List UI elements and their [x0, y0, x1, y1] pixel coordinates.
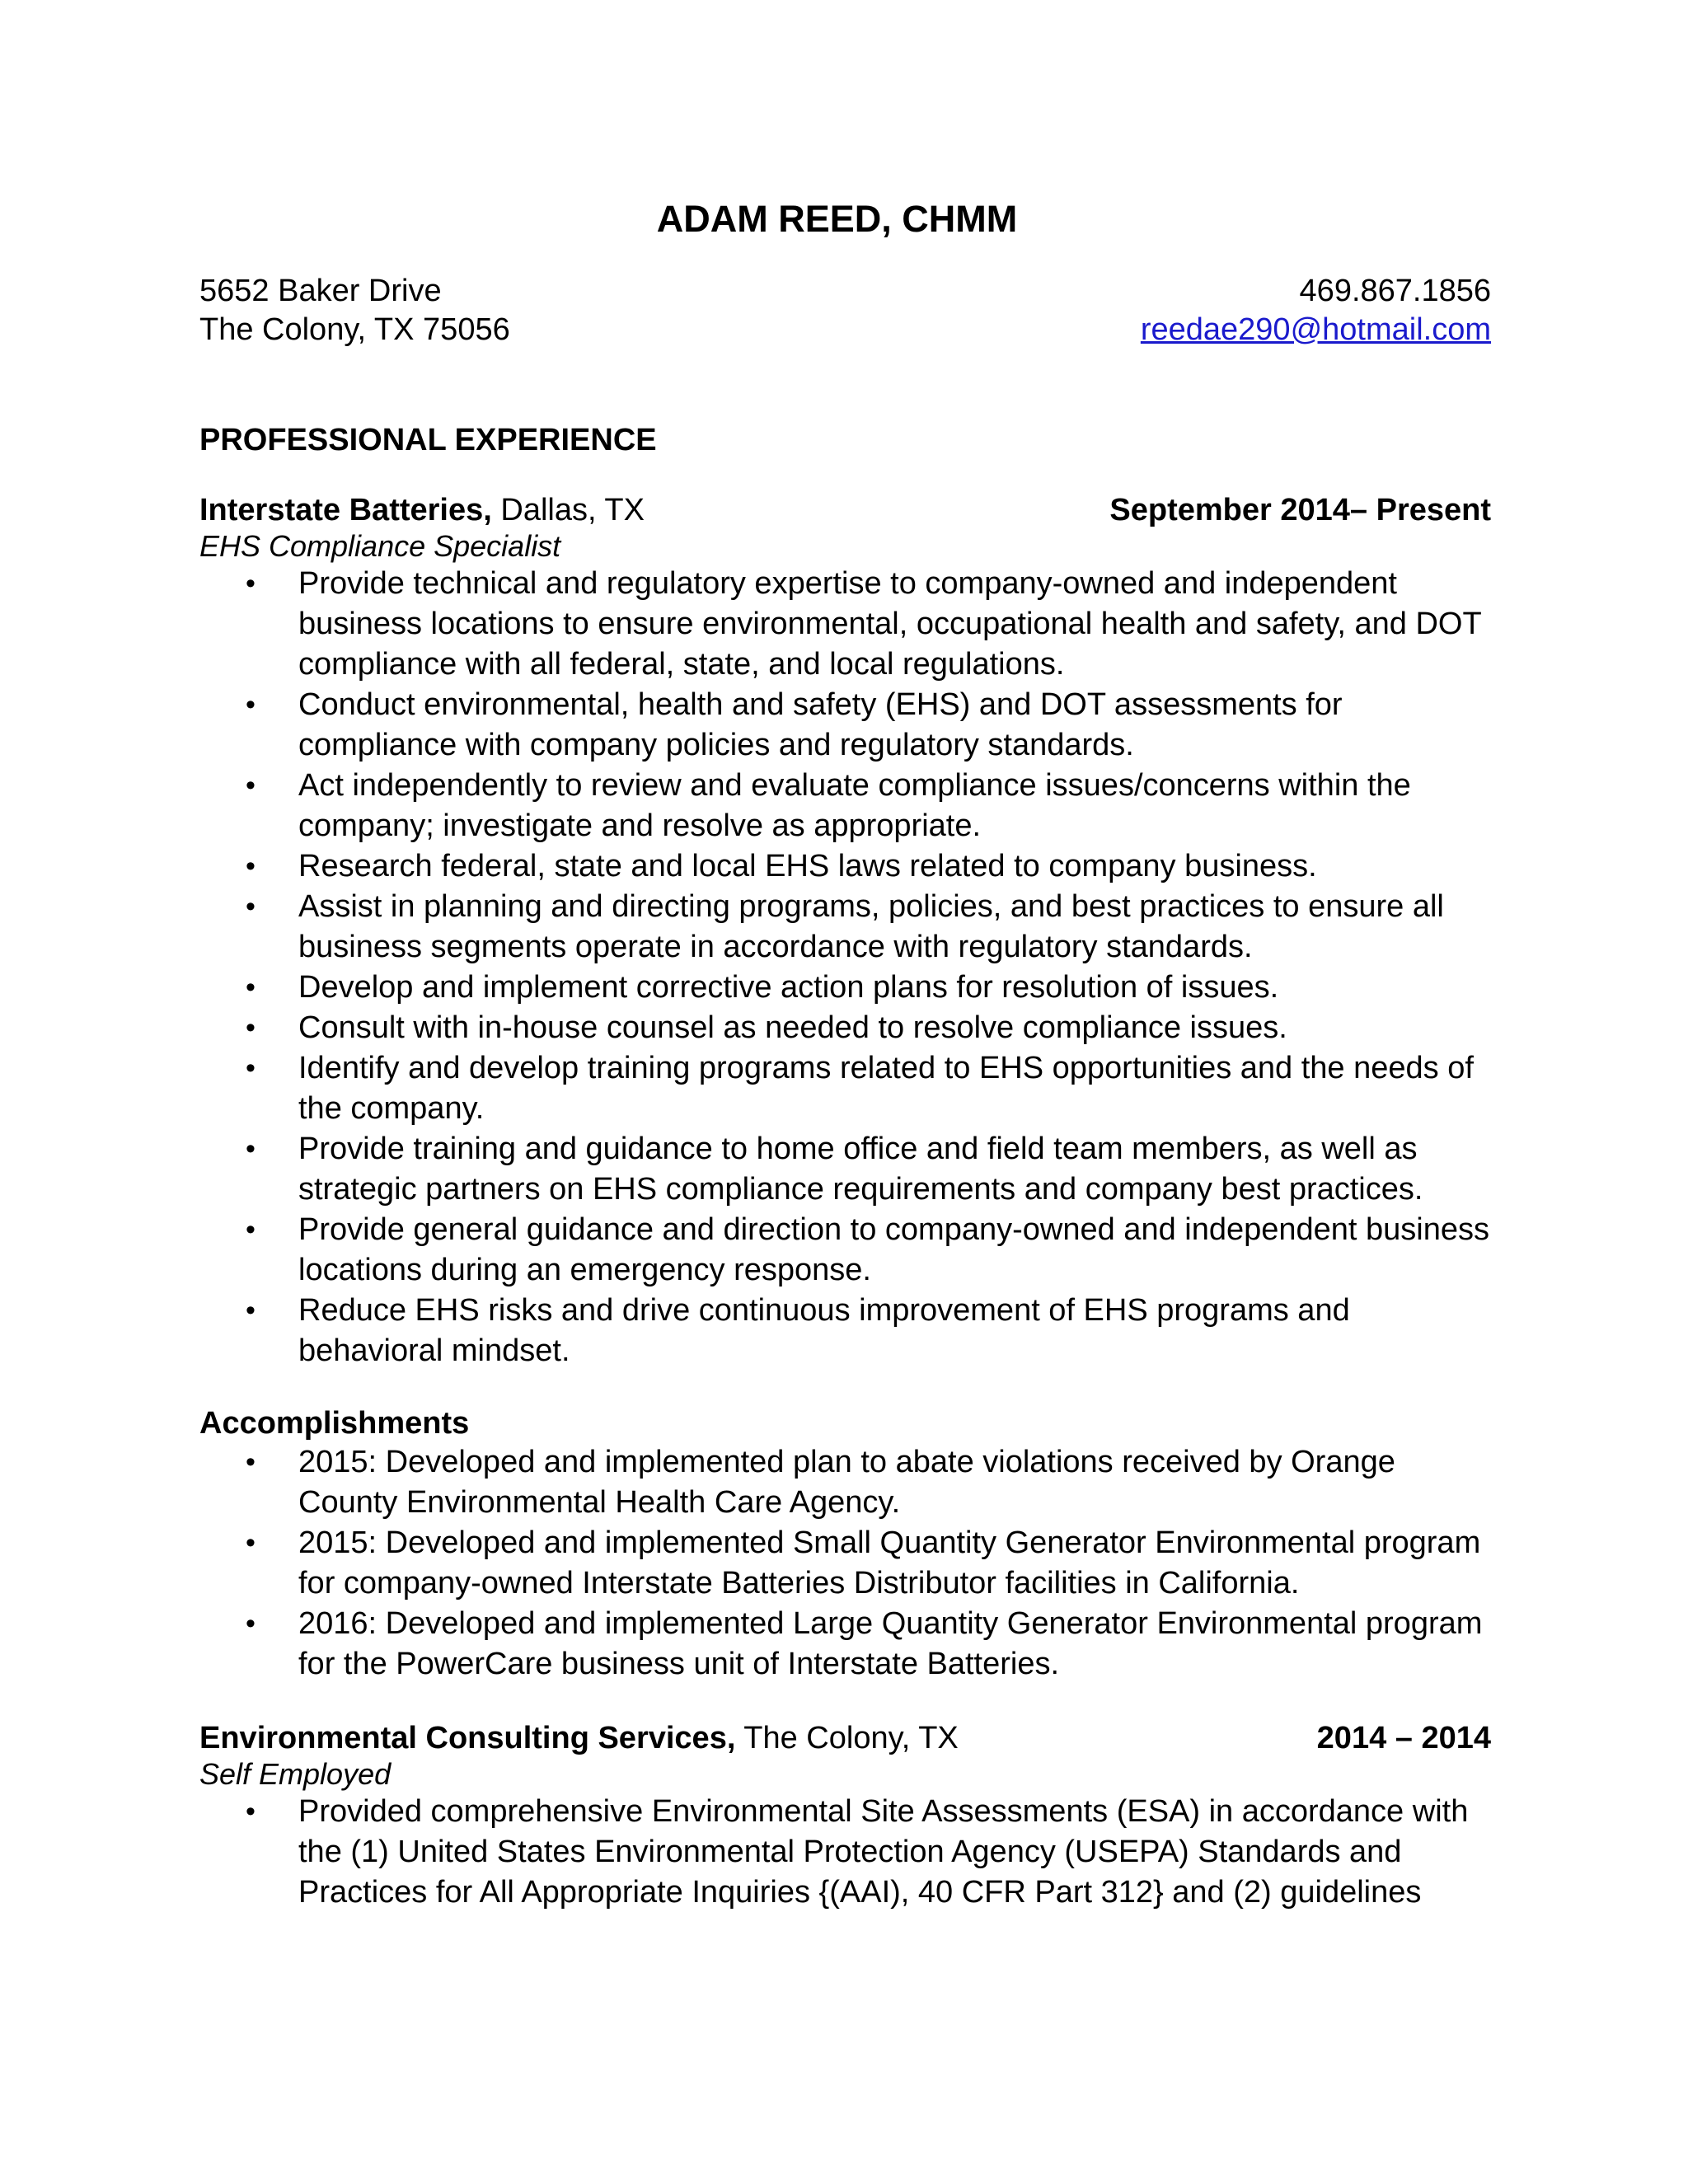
list-item	[199, 968, 1491, 1008]
job-company: Interstate Batteries,	[199, 493, 492, 527]
job-dates: 2014 – 2014	[1316, 1721, 1491, 1755]
job-entry	[199, 1719, 1491, 1913]
list-item-text: Provide general guidance and direction to company-owned and independent business locations during an emergency response.	[298, 1212, 1490, 1287]
bullet-icon: •	[246, 1012, 256, 1043]
list-item-text: Research federal, state and local EHS laws related to company business.	[298, 849, 1317, 883]
resume-content	[199, 194, 1491, 1913]
list-item-text: Assist in planning and directing programs, policies, and best practices to ensure all business segments operate in accordance with regulatory standards.	[298, 889, 1444, 964]
job-title: Self Employed	[199, 1757, 392, 1791]
list-item	[199, 1792, 1491, 1913]
job-location: The Colony, TX	[735, 1721, 959, 1755]
phone-number: 469.867.1856	[1299, 274, 1491, 308]
phone-email-block	[1141, 272, 1491, 349]
list-item	[199, 766, 1491, 846]
list-item	[199, 564, 1491, 685]
accomplishments-list	[199, 1442, 1491, 1685]
job-location: Dallas, TX	[491, 493, 645, 527]
bullet-icon: •	[246, 568, 256, 599]
candidate-name: ADAM REED, CHMM	[656, 198, 1018, 240]
list-item	[199, 1129, 1491, 1210]
list-item-text: Provide technical and regulatory expertise to company-owned and independent business locations to ensure environmental, occupational health and safety, and DOT compliance with all federal, state, and local regulations.	[298, 566, 1482, 682]
bullet-icon: •	[246, 1052, 256, 1084]
section-heading-experience: PROFESSIONAL EXPERIENCE	[199, 423, 657, 457]
address-block	[199, 272, 510, 349]
list-item	[199, 1442, 1491, 1523]
job-title: EHS Compliance Specialist	[199, 529, 561, 563]
bullet-icon: •	[246, 689, 256, 720]
bullet-icon: •	[246, 891, 256, 922]
bullet-icon: •	[246, 1796, 256, 1827]
list-item	[199, 1048, 1491, 1129]
job-entry	[199, 491, 1491, 1685]
list-item	[199, 1210, 1491, 1291]
list-item-text: Consult with in-house counsel as needed to resolve compliance issues.	[298, 1010, 1287, 1045]
job-header	[199, 491, 1491, 529]
job-dates: September 2014– Present	[1109, 493, 1491, 527]
contact-block	[199, 272, 1491, 349]
list-item	[199, 1008, 1491, 1048]
job-header	[199, 1719, 1491, 1757]
list-item	[199, 685, 1491, 766]
list-item-text: Identify and develop training programs related to EHS opportunities and the needs of the company.	[298, 1051, 1474, 1126]
job-duties-list	[199, 1792, 1491, 1913]
list-item-text: 2016: Developed and implemented Large Quantity Generator Environmental program for the PowerCare business unit of Interstate Batteries.	[298, 1606, 1483, 1681]
list-item	[199, 887, 1491, 968]
list-item-text: Provided comprehensive Environmental Site Assessments (ESA) in accordance with the (1) United States Environmental Protection Agency (USEPA) Standards and Practices for All Appropriate Inquiries {(AAI), 40 CFR Part 312} and (2) guidelines	[298, 1794, 1469, 1910]
bullet-icon: •	[246, 1295, 256, 1326]
bullet-icon: •	[246, 770, 256, 801]
email-link[interactable]: reedae290@hotmail.com	[1140, 312, 1491, 347]
bullet-icon: •	[246, 1527, 256, 1558]
list-item-text: Conduct environmental, health and safety (EHS) and DOT assessments for compliance with company policies and regulatory standards.	[298, 687, 1343, 762]
list-item-text: 2015: Developed and implemented Small Quantity Generator Environmental program for company-owned Interstate Batteries Distributor facilities in California.	[298, 1526, 1481, 1601]
bullet-icon: •	[246, 972, 256, 1003]
accomplishments-heading: Accomplishments	[199, 1406, 470, 1441]
job-employer	[199, 491, 645, 529]
bullet-icon: •	[246, 1446, 256, 1478]
list-item-text: Develop and implement corrective action plans for resolution of issues.	[298, 970, 1279, 1005]
list-item	[199, 1523, 1491, 1604]
list-item-text: Reduce EHS risks and drive continuous improvement of EHS programs and behavioral mindset.	[298, 1293, 1350, 1368]
job-company: Environmental Consulting Services,	[199, 1721, 736, 1755]
list-item	[199, 1604, 1491, 1685]
list-item-text: Act independently to review and evaluate compliance issues/concerns within the company; investigate and resolve as appropriate.	[298, 768, 1411, 843]
list-item	[199, 846, 1491, 887]
address-line-2: The Colony, TX 75056	[199, 312, 510, 347]
job-duties-list	[199, 564, 1491, 1371]
bullet-icon: •	[246, 1133, 256, 1165]
bullet-icon: •	[246, 851, 256, 882]
list-item-text: 2015: Developed and implemented plan to abate violations received by Orange County Environmental Health Care Agency.	[298, 1445, 1395, 1520]
bullet-icon: •	[246, 1608, 256, 1639]
list-item	[199, 1291, 1491, 1371]
job-employer	[199, 1719, 959, 1757]
bullet-icon: •	[246, 1214, 256, 1245]
list-item-text: Provide training and guidance to home office and field team members, as well as strategic partners on EHS compliance requirements and company best practices.	[298, 1132, 1423, 1207]
address-line-1: 5652 Baker Drive	[199, 274, 442, 308]
